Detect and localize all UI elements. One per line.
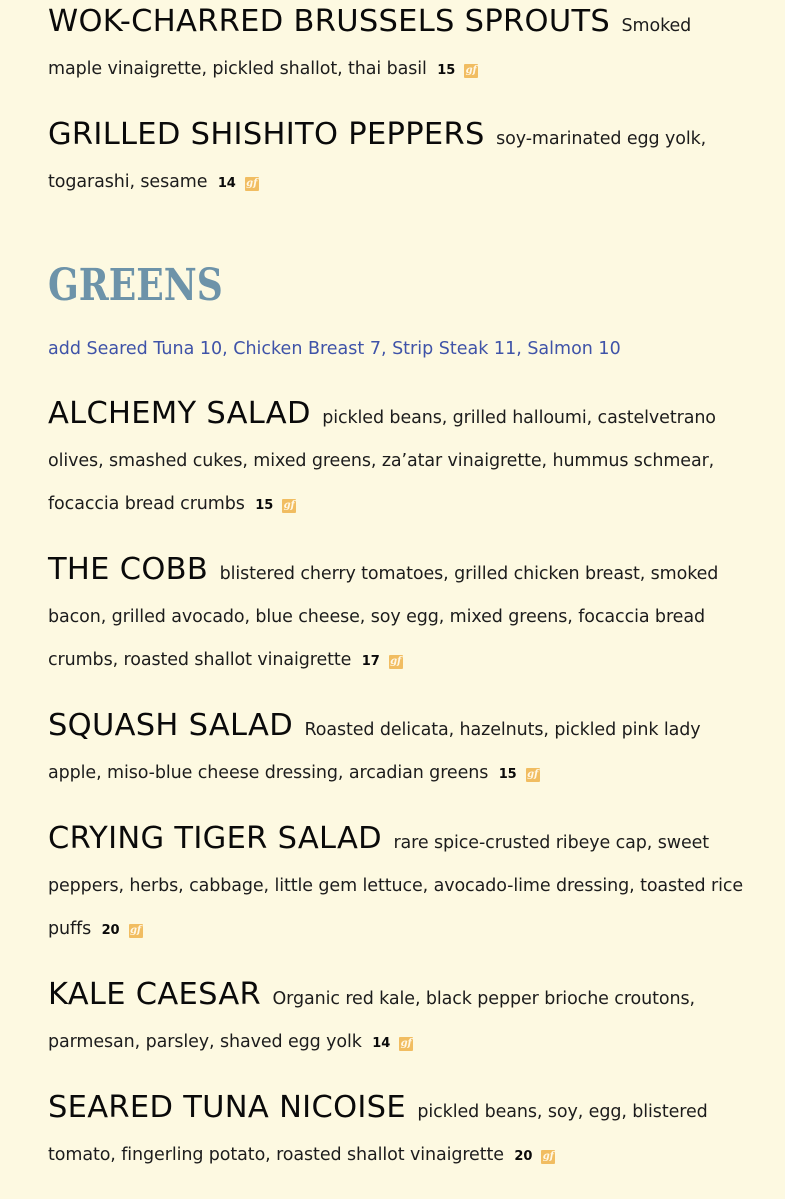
greens-list [48, 392, 748, 1199]
item-name: THE COBB [48, 552, 209, 587]
item-description: Roasted delicata, hazelnuts, pickled pink lady apple, miso-blue cheese dressing, arcadian greens [48, 720, 701, 783]
menu-item [48, 973, 748, 1065]
gluten-free-icon: gf [542, 1151, 554, 1162]
item-name: WOK-CHARRED BRUSSELS SPROUTS [48, 4, 611, 39]
item-name: ALCHEMY SALAD [48, 396, 311, 431]
gluten-free-icon: gf [283, 500, 295, 511]
gluten-free-icon: gf [465, 65, 477, 76]
item-price: 17 [361, 654, 380, 669]
menu-item [48, 817, 748, 952]
add-protein-note: add Seared Tuna 10, Chicken Breast 7, Strip Steak 11, Salmon 10 [48, 339, 621, 359]
menu-item [48, 548, 748, 683]
gluten-free-icon: gf [400, 1038, 412, 1049]
menu-item [48, 704, 748, 796]
gluten-free-icon: gf [390, 656, 402, 667]
menu-item [48, 392, 748, 527]
item-name: CRYING TIGER SALAD [48, 821, 382, 856]
item-description: blistered cherry tomatoes, grilled chicken breast, smoked bacon, grilled avocado, blue cheese, soy egg, mixed greens, focaccia bread crumbs, roasted shallot vinaigrette [48, 564, 719, 670]
starters-list [48, 0, 748, 226]
section-title-greens: GREENS [48, 260, 223, 311]
item-name: SQUASH SALAD [48, 708, 293, 743]
menu-item [48, 0, 748, 92]
item-price: 14 [217, 176, 236, 191]
item-price: 20 [101, 923, 120, 938]
gluten-free-icon: gf [527, 769, 539, 780]
item-price: 15 [498, 767, 517, 782]
item-description: Smoked maple vinaigrette, pickled shallot, thai basil [48, 16, 692, 79]
gluten-free-icon: gf [129, 925, 142, 936]
menu-item [48, 1086, 748, 1178]
item-description: Organic red kale, black pepper brioche croutons, parmesan, parsley, shaved egg yolk [48, 989, 695, 1052]
item-description: soy-marinated egg yolk, togarashi, sesame [48, 129, 707, 192]
item-price: 15 [255, 498, 274, 513]
gluten-free-icon: gf [246, 178, 258, 189]
item-description: pickled beans, soy, egg, blistered tomato, fingerling potato, roasted shallot vinaigrette [48, 1102, 708, 1165]
item-description: rare spice-crusted ribeye cap, sweet peppers, herbs, cabbage, little gem lettuce, avocado-lime dressing, toasted rice puffs [48, 833, 744, 939]
item-name: GRILLED SHISHITO PEPPERS [48, 117, 485, 152]
item-price: 20 [514, 1149, 533, 1164]
item-name: SEARED TUNA NICOISE [48, 1090, 406, 1125]
item-price: 14 [372, 1036, 391, 1051]
item-description: pickled beans, grilled halloumi, castelvetrano olives, smashed cukes, mixed greens, za’atar vinaigrette, hummus schmear, focaccia bread crumbs [48, 408, 716, 514]
item-price: 15 [437, 63, 456, 78]
menu-item [48, 113, 748, 205]
item-name: KALE CAESAR [48, 977, 262, 1012]
